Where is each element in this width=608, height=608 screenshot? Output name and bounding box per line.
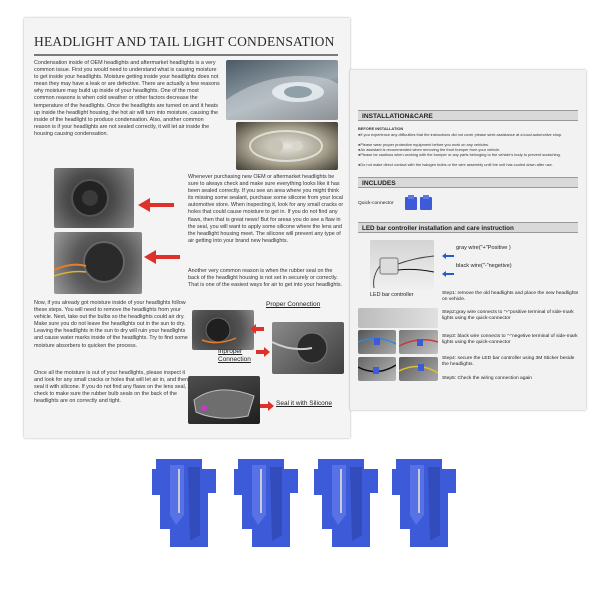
includes-header: INCLUDES <box>358 177 578 188</box>
blue-arrow-icon <box>442 264 454 282</box>
headlight-silicone-photo <box>188 376 260 424</box>
foggy-headlight-photo <box>236 122 338 170</box>
car-photo <box>226 60 338 120</box>
inproper-connection-label: Inproper Connection <box>218 348 251 363</box>
sheet-title: HEADLIGHT AND TAIL LIGHT CONDENSATION <box>34 34 335 49</box>
led-controller-photo <box>370 240 434 290</box>
controller-header: LED bar controller installation and care instruction <box>358 222 578 233</box>
step-4: Step4: secure the LED bar controller using 3M Sticker beside the headlights. <box>442 356 575 367</box>
before-line: ●An assistant is recommended when removing the front bumper from your vehicle. <box>358 147 501 152</box>
step1-photo <box>358 308 438 328</box>
led-controller-label: LED bar controller <box>370 292 414 298</box>
quick-connector-product <box>390 455 462 550</box>
quick-connector-product <box>232 455 304 550</box>
title-divider <box>34 54 338 56</box>
black-wire-label: black wire("-"negetive) <box>456 263 512 269</box>
sealing-paragraph: Whenever purchasing new OEM or aftermarket headlights be sure to always check and make sure everything looks like it has been sealed correctly. If you see an area where you might think its missing some sealant, purchase some silicone from your local automotive store. When inspecting it, look for any small cracks or holes that could cause moisture to get in. If you do not find any flaws, then that is great news! But for areas you do see a flaw in the seal, you will want to apply some silicone where the lens and the headlight housing meet. The silicone will prevent any type of air getting into your brand new headlights. <box>188 174 344 244</box>
before-line: ●Do not make direct contact with the halogen bulbs or the wire assembly until the unit has cooled down after use. <box>358 162 553 167</box>
quick-connector-product <box>150 455 222 550</box>
step2-photo-b <box>399 330 438 354</box>
step2-photo-a <box>358 330 396 354</box>
quick-connector-icon <box>404 194 438 217</box>
gray-wire-label: gray wire("+"Positive ) <box>456 245 511 251</box>
blue-arrow-icon <box>442 246 454 264</box>
red-arrow-icon <box>256 344 270 362</box>
step3-photo-b <box>399 357 438 381</box>
red-arrow-icon <box>138 198 174 217</box>
rubber-seal-photo <box>54 168 134 228</box>
intro-paragraph: Condensation inside of OEM headlights and aftermarket headlights is a very common issue. First you would need to understand what is causing moisture to get inside your headlights. Moisture getting inside your headlights does not mean they may have a leak or are defective. There are actually a few reasons why moisture may build up inside of your headlights. One of the most common reasons is when cold weather or other factors decrease the temperature of the headlights. Once the headlights are turned on and it heats up inside the headlight housing, the hot air will turn into moisture, causing the inside of the headlight to produce condensation. Also, another common reason is if your headlights are not sealed correctly, it will let air inside the housing causing condensation. <box>34 60 220 137</box>
step-2: Step2:gray wire connects to "+"positive terminal of side-mark lights using the quick-connector <box>442 310 574 321</box>
before-line: ●Please be cautious when working with the bumper or any parts belonging to the vehicle's body to prevent scratching. <box>358 152 561 157</box>
before-line: ●If you experience any difficulties that the instructions did not cover please seek assistance at a local automotive shop. <box>358 132 563 137</box>
rubber-seal-paragraph: Another very common reason is when the rubber seal on the back of the headlight housing is not set in securely or correctly. That is one of the easiest ways for air to get into your headlights. <box>188 268 343 289</box>
installation-care-sheet <box>350 70 586 410</box>
proper-connection-label: Proper Connection <box>266 301 321 308</box>
drying-paragraph: Now, if you already got moisture inside of your headlights follow these steps. You will need to remove the headlights from your vehicle. Next, take out the bulbs so the headlights could air dry. Make sure you do not leave the headlights out in the sun to dry. Leaving the headlights in the sun to dry will ruin your headlights and cause water marks inside of the headlights. Try to find some moisture absorbers to quicken the process. <box>34 300 188 349</box>
quick-connector-label: Quick-connector <box>358 201 394 206</box>
red-arrow-icon <box>144 250 180 269</box>
seal-silicone-label: Seal it with Silicone <box>276 400 332 407</box>
seal-wiring-photo <box>54 232 142 294</box>
inproper-connection-photo <box>272 322 344 374</box>
red-arrow-icon <box>260 398 274 416</box>
red-arrow-icon <box>250 321 264 339</box>
step-5: Step5: Check the wiring connection again <box>442 376 532 381</box>
proper-connection-photo <box>192 310 254 350</box>
installation-header: INSTALLATION&CARE <box>358 110 578 121</box>
step-1: Step1: remove the old headlights and place the new headlights on vehicle. <box>442 291 579 302</box>
before-installation-title: BEFORE INSTALLATION <box>358 126 404 131</box>
step3-photo-a <box>358 357 396 381</box>
inspection-paragraph: Once all the moisture is out of your headlights, please inspect it and look for any small cracks or holes that will let air in, and then seal it with silicone. If you do not find any flaws on the lens seal, check to make sure the rubber bulb seals on the back of the headlights are on correctly and tight. <box>34 370 189 405</box>
before-line: ●Please wear proper protective equipment before you work on any vehicles. <box>358 142 490 147</box>
step-3: Step3: black wire connects to "-"negetive terminal of side-mark lights using the quick-connector <box>442 334 578 345</box>
quick-connector-product <box>312 455 384 550</box>
condensation-info-sheet <box>24 18 350 438</box>
